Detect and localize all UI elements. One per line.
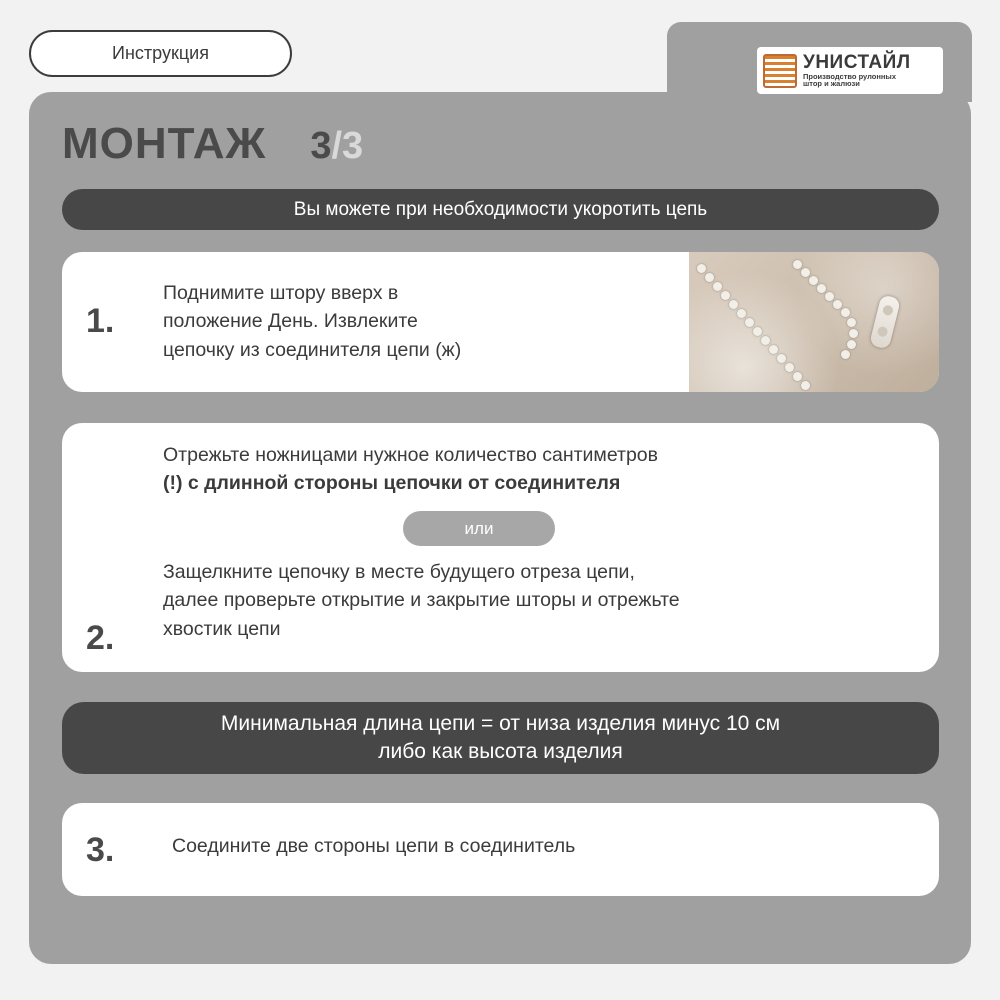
- logo-brand: УНИСТАЙЛ: [803, 51, 911, 73]
- tab-instruction-label: Инструкция: [112, 43, 209, 63]
- or-pill: [403, 511, 555, 546]
- logo-text: [803, 53, 911, 89]
- page-counter: [310, 125, 363, 168]
- step-2-number: 2.: [86, 619, 115, 657]
- tab-instruction[interactable]: [29, 30, 292, 77]
- step-2-line-5: хвостик цепи: [163, 617, 281, 640]
- step-2-line-1: Отрежьте ножницами нужное количество сантиметров: [163, 444, 659, 466]
- roller-blind-icon: [763, 54, 797, 88]
- page-title: [62, 119, 363, 169]
- logo-tagline-1: Производство рулонных: [803, 71, 897, 81]
- step-3-number: 3.: [86, 831, 115, 869]
- banner-minimum-length: [62, 702, 939, 774]
- step-1-line-3: цепочку из соединителя цепи (ж): [163, 338, 462, 361]
- or-pill-label: или: [464, 518, 494, 538]
- step-2-card: [62, 423, 939, 672]
- step-2-line-2: (!) с длинной стороны цепочки от соединителя: [163, 472, 621, 494]
- step-1-text: [163, 279, 643, 364]
- step-2-text-block: [163, 558, 883, 643]
- chain-connector-icon: [869, 294, 901, 349]
- banner-minimum-line-2: либо как высота изделия: [378, 740, 623, 763]
- step-1-line-1: Поднимите штору вверх в: [163, 282, 399, 304]
- logo-tagline-2: штор и жалюзи: [803, 79, 860, 89]
- page-title-text: МОНТАЖ: [62, 119, 267, 168]
- step-1-photo: [689, 252, 939, 392]
- step-2-line-4: далее проверьте открытие и закрытие шторы и отрежьте: [163, 589, 680, 612]
- banner-top-text: Вы можете при необходимости укоротить цепь: [293, 198, 708, 220]
- step-1-card: [62, 252, 939, 392]
- banner-minimum-line-1: Минимальная длина цепи = от низа изделия минус 10 см: [220, 711, 781, 735]
- step-3-card: [62, 803, 939, 896]
- step-1-line-2: положение День. Извлеките: [163, 310, 418, 333]
- content-card: [29, 92, 971, 964]
- step-1-number: 1.: [86, 302, 115, 340]
- brand-logo: [757, 47, 943, 94]
- banner-top: [62, 189, 939, 230]
- page-counter-total: 3: [342, 125, 364, 167]
- page-counter-separator: /: [331, 125, 343, 167]
- page-counter-current: 3: [310, 125, 332, 167]
- step-2-line-3: Защелкните цепочку в месте будущего отреза цепи,: [163, 561, 635, 583]
- step-3-line-1: Соедините две стороны цепи в соединитель: [172, 835, 576, 857]
